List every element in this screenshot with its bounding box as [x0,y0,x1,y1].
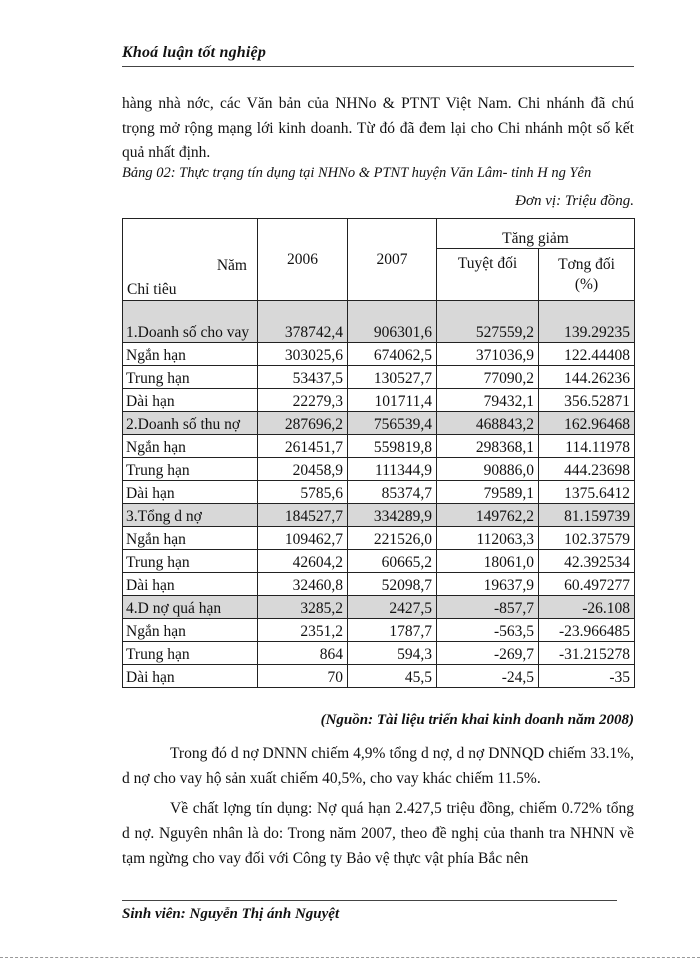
row-label: 1.Doanh số cho vay [123,301,258,343]
value-relative: 144.26236 [539,366,635,389]
value-2006: 287696,2 [258,412,348,435]
credit-table [122,218,635,688]
value-absolute: -24,5 [437,665,539,688]
value-2006: 261451,7 [258,435,348,458]
value-2006: 5785,6 [258,481,348,504]
value-2007: 111344,9 [348,458,437,481]
value-absolute: 371036,9 [437,343,539,366]
table-row [123,665,635,688]
row-label: 2.Doanh số thu nợ [123,412,258,435]
value-relative: 139.29235 [539,301,635,343]
value-relative: 356.52871 [539,389,635,412]
table-row [123,481,635,504]
table-row [123,435,635,458]
row-label: Trung hạn [123,366,258,389]
value-2007: 101711,4 [348,389,437,412]
table-body [123,301,635,688]
value-2007: 60665,2 [348,550,437,573]
value-2006: 184527,7 [258,504,348,527]
value-2007: 85374,7 [348,481,437,504]
value-2007: 52098,7 [348,573,437,596]
header-2007: 2007 [348,219,437,301]
table-source: (Nguồn: Tài liệu triển khai kinh doanh năm 2008) [320,712,634,728]
value-2007: 130527,7 [348,366,437,389]
header-relative-line2: (%) [574,276,599,293]
row-label: Trung hạn [123,550,258,573]
table-row [123,389,635,412]
value-2007: 45,5 [348,665,437,688]
table-row [123,366,635,389]
value-relative: 81.159739 [539,504,635,527]
value-relative: 162.96468 [539,412,635,435]
row-label: Trung hạn [123,458,258,481]
value-2007: 221526,0 [348,527,437,550]
value-absolute: 298368,1 [437,435,539,458]
table-caption: Bảng 02: Thực trạng tín dụng tại NHNo & PTNT huyện Văn Lâm- tỉnh H ng Yên [122,165,592,181]
table-row [123,504,635,527]
value-2006: 42604,2 [258,550,348,573]
value-absolute: -269,7 [437,642,539,665]
table-row [123,412,635,435]
value-2006: 70 [258,665,348,688]
intro-paragraph: hàng nhà nớc, các Văn bản của NHNo & PTNT Việt Nam. Chi nhánh đã chú trọng mở rộng mạng lới kinh doanh. Từ đó đã đem lại cho Chi nhánh một số kết quả nhất định. [122,95,634,161]
header-change: Tăng giảm [437,219,635,249]
value-relative: 60.497277 [539,573,635,596]
value-relative: 1375.6412 [539,481,635,504]
value-2006: 2351,2 [258,619,348,642]
value-relative: 42.392534 [539,550,635,573]
header-absolute: Tuyệt đối [437,249,539,301]
value-absolute: 18061,0 [437,550,539,573]
value-2006: 3285,2 [258,596,348,619]
page-header [122,40,634,67]
unit-label: Đơn vị: Triệu đồng. [515,193,634,209]
value-2006: 53437,5 [258,366,348,389]
row-label: Dài hạn [123,573,258,596]
value-2006: 32460,8 [258,573,348,596]
table-row [123,573,635,596]
row-label: Dài hạn [123,481,258,504]
corner-header [123,219,258,301]
page-edge [0,957,700,958]
table-row [123,343,635,366]
header-relative [539,249,635,301]
value-absolute: 527559,2 [437,301,539,343]
table-row [123,619,635,642]
value-2007: 2427,5 [348,596,437,619]
row-label: Trung hạn [123,642,258,665]
header-title: Khoá luận tốt nghiệp [122,44,267,61]
corner-year-label: Năm [216,257,247,274]
value-absolute: 90886,0 [437,458,539,481]
value-2007: 756539,4 [348,412,437,435]
value-relative: -23.966485 [539,619,635,642]
value-relative: -35 [539,665,635,688]
value-2007: 559819,8 [348,435,437,458]
value-relative: 122.44408 [539,343,635,366]
value-absolute: -857,7 [437,596,539,619]
value-2006: 864 [258,642,348,665]
value-relative: -31.215278 [539,642,635,665]
value-2007: 906301,6 [348,301,437,343]
corner-item-label: Chỉ tiêu [127,281,177,298]
row-label: Ngắn hạn [123,343,258,366]
value-relative: 114.11978 [539,435,635,458]
table-row [123,550,635,573]
row-label: Ngắn hạn [123,435,258,458]
footer-divider [122,900,617,901]
value-2007: 334289,9 [348,504,437,527]
value-relative: -26.108 [539,596,635,619]
footer-student: Sinh viên: Nguyễn Thị ánh Nguyệt [122,906,340,922]
value-absolute: 77090,2 [437,366,539,389]
value-relative: 444.23698 [539,458,635,481]
table-row [123,301,635,343]
value-absolute: -563,5 [437,619,539,642]
value-2007: 674062,5 [348,343,437,366]
table-row [123,527,635,550]
table-row [123,458,635,481]
value-2006: 20458,9 [258,458,348,481]
value-2006: 109462,7 [258,527,348,550]
row-label: 3.Tổng d nợ [123,504,258,527]
value-absolute: 79589,1 [437,481,539,504]
value-2006: 303025,6 [258,343,348,366]
value-2007: 1787,7 [348,619,437,642]
row-label: Dài hạn [123,389,258,412]
body-paragraph-2: Về chất lợng tín dụng: Nợ quá hạn 2.427,5 triệu đồng, chiếm 0.72% tổng d nợ. Nguyên nhân là do: Trong năm 2007, theo đề nghị của thanh tra NHNN về tạm ngừng cho vay đối với Công ty Bảo vệ thực vật phía Bắc nên [122,800,634,867]
value-2006: 378742,4 [258,301,348,343]
value-absolute: 149762,2 [437,504,539,527]
header-relative-line1: Tơng đối [558,256,615,273]
body-paragraph-1: Trong đó d nợ DNNN chiếm 4,9% tổng d nợ, d nợ DNNQD chiếm 33.1%, d nợ cho vay hộ sản xuất chiếm 40,5%, cho vay khác chiếm 11.5%. [122,745,634,787]
value-absolute: 79432,1 [437,389,539,412]
header-2006: 2006 [258,219,348,301]
value-2006: 22279,3 [258,389,348,412]
value-absolute: 112063,3 [437,527,539,550]
table-row [123,596,635,619]
table-row [123,642,635,665]
value-relative: 102.37579 [539,527,635,550]
row-label: Dài hạn [123,665,258,688]
value-absolute: 468843,2 [437,412,539,435]
value-2007: 594,3 [348,642,437,665]
value-absolute: 19637,9 [437,573,539,596]
row-label: Ngắn hạn [123,619,258,642]
row-label: Ngắn hạn [123,527,258,550]
row-label: 4.D nợ quá hạn [123,596,258,619]
